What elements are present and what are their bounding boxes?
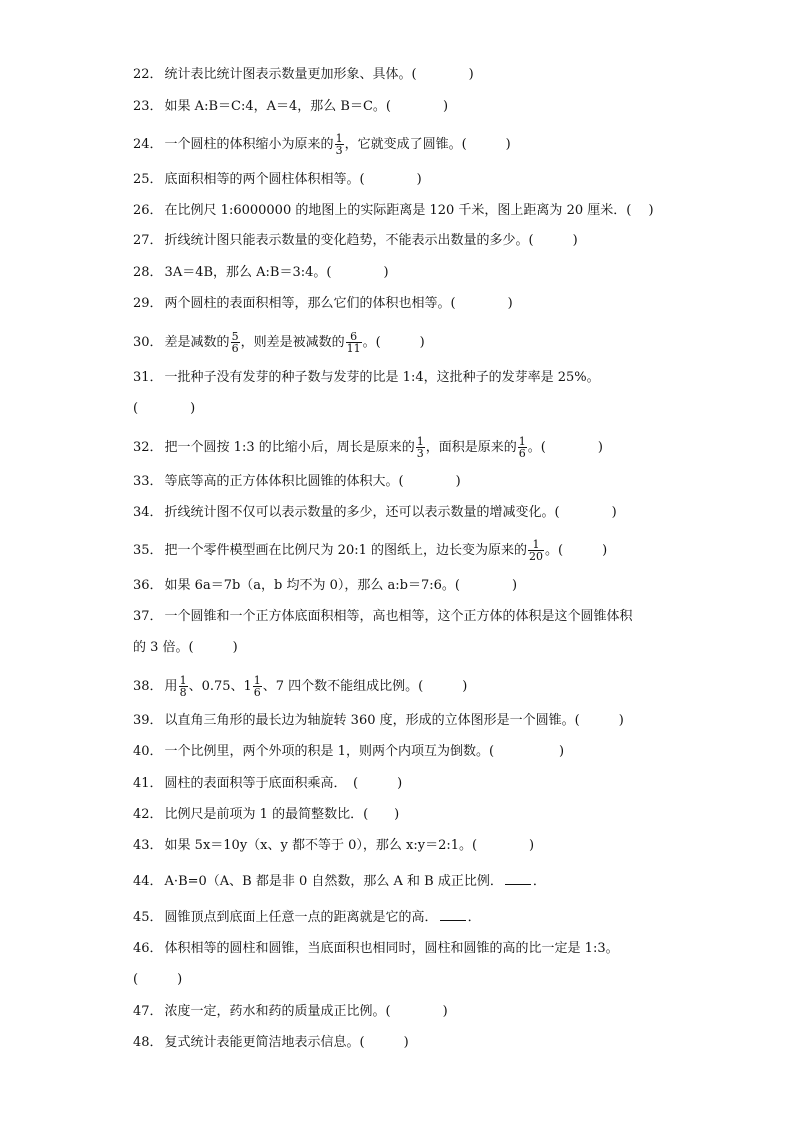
question-31: 31． 一批种子没有发芽的种子数与发芽的比是 1:4，这批种子的发芽率是 25%。 [133,370,600,385]
fraction: $\frac{1}{6}$ [253,674,261,699]
question-25: 25． 底面积相等的两个圆柱体积相等。( ) [133,172,422,187]
question-41: 41． 圆柱的表面积等于底面积乘高． ( ) [133,776,403,791]
question-33: 33． 等底等高的正方体体积比圆锥的体积大。( ) [133,474,461,489]
question-38: 38． 用 $\frac{1}{8}$ 、0.75、1 $\frac{1}{6}$ 、7 四个数不能组成比例。( ) [133,674,468,699]
question-43: 43． 如果 5x＝10y（x、y 都不等于 0），那么 x:y＝2:1。( ) [133,838,535,853]
fraction: $\frac{1}{8}$ [179,674,187,699]
question-26: 26． 在比例尺 1:6000000 的地图上的实际距离是 120 千米，图上距离为 20 厘米．( ) [133,203,654,218]
question-46-continuation: ( ) [133,972,183,987]
fraction: $\frac{5}{6}$ [231,330,239,355]
question-23: 23． 如果 A:B＝C:4，A＝4，那么 B＝C。( ) [133,99,449,114]
question-22: 22． 统计表比统计图表示数量更加形象、具体。( ) [133,67,474,82]
fraction: $\frac{1}{20}$ [529,538,544,563]
question-35: 35． 把一个零件模型画在比例尺为 20:1 的图纸上，边长变为原来的 $\frac{1}{20}$ 。( ) [133,538,608,563]
question-37-continuation: 的 3 倍。( ) [133,640,238,655]
fraction: $\frac{1}{6}$ [518,435,526,460]
question-27: 27． 折线统计图只能表示数量的变化趋势，不能表示出数量的多少。( ) [133,233,578,248]
question-32: 32． 把一个圆按 1:3 的比缩小后，周长是原来的 $\frac{1}{3}$ ，面积是原来的 $\frac{1}{6}$ 。( ) [133,435,603,460]
question-31-continuation: ( ) [133,401,196,416]
question-39: 39． 以直角三角形的最长边为轴旋转 360 度，形成的立体图形是一个圆锥。( ) [133,713,624,728]
question-42: 42． 比例尺是前项为 1 的最简整数比．( ) [133,807,400,822]
answer-blank[interactable] [505,872,531,885]
fraction: $\frac{1}{3}$ [335,132,343,157]
question-47: 47． 浓度一定，药水和药的质量成正比例。( ) [133,1004,448,1019]
question-24: 24． 一个圆柱的体积缩小为原来的 $\frac{1}{3}$ ，它就变成了圆锥。( ) [133,132,511,157]
fraction: $\frac{6}{11}$ [346,330,361,355]
question-36: 36． 如果 6a＝7b（a，b 均不为 0），那么 a:b＝7:6。( ) [133,578,518,593]
question-29: 29． 两个圆柱的表面积相等，那么它们的体积也相等。( ) [133,296,513,311]
question-37: 37． 一个圆锥和一个正方体底面积相等，高也相等，这个正方体的体积是这个圆锥体积 [133,609,633,624]
answer-blank[interactable] [440,908,466,921]
question-45: 45． 圆锥顶点到底面上任意一点的距离就是它的高． ． [133,910,481,925]
question-28: 28． 3A＝4B，那么 A:B＝3:4。( ) [133,265,389,280]
question-34: 34． 折线统计图不仅可以表示数量的多少，还可以表示数量的增减变化。( ) [133,505,617,520]
question-30: 30． 差是减数的 $\frac{5}{6}$ ，则差是被减数的 $\frac{6}{11}$ 。( ) [133,330,425,355]
question-44: 44． A·B=0（A、B 都是非 0 自然数，那么 A 和 B 成正比例． ． [133,874,546,889]
fraction: $\frac{1}{3}$ [416,435,424,460]
question-48: 48． 复式统计表能更简洁地表示信息。( ) [133,1035,409,1050]
question-46: 46． 体积相等的圆柱和圆锥，当底面积也相同时，圆柱和圆锥的高的比一定是 1:3。 [133,941,619,956]
question-40: 40． 一个比例里，两个外项的积是 1，则两个内项互为倒数。( ) [133,744,565,759]
